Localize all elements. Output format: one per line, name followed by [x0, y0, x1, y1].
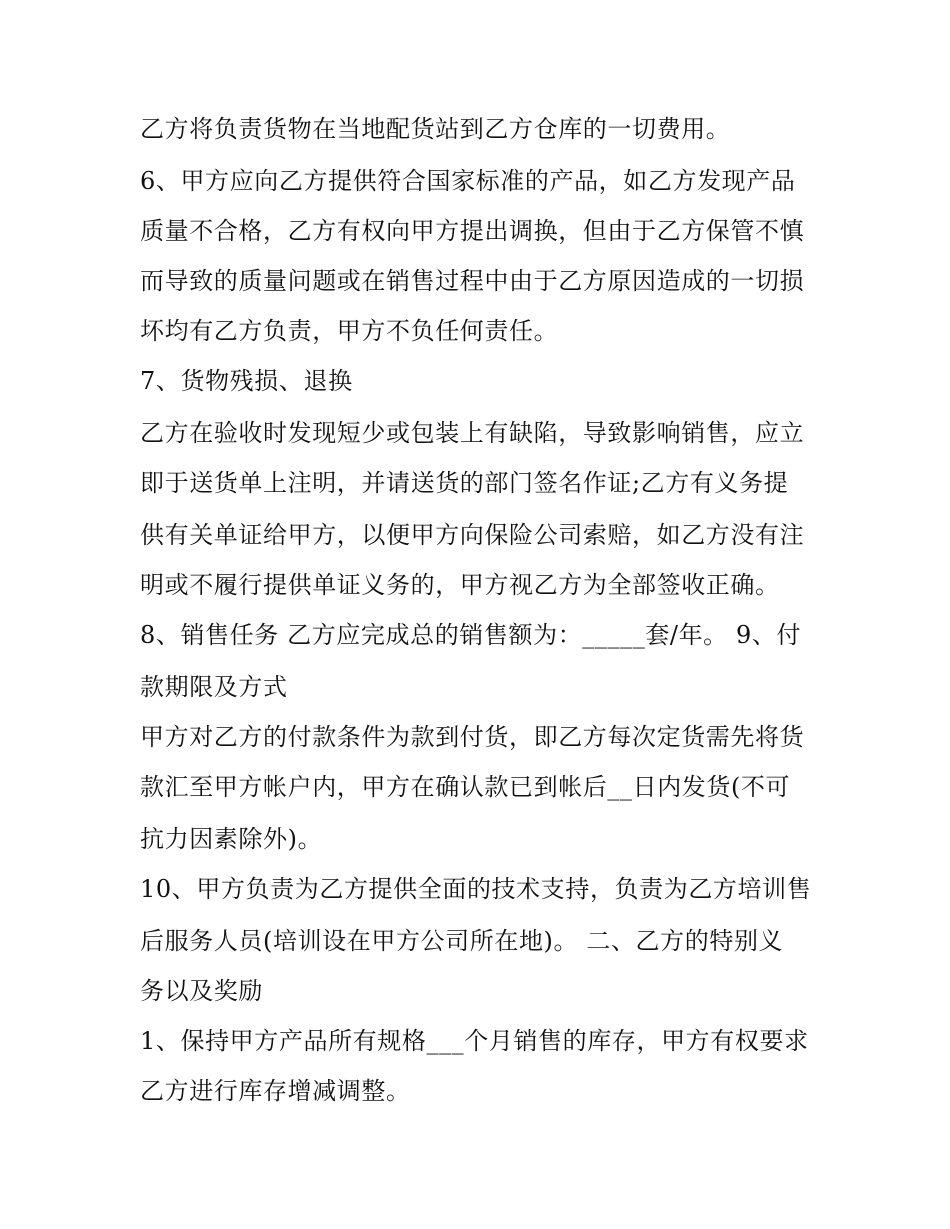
- text-line: 乙方进行库存增减调整。: [140, 1077, 411, 1105]
- text-line: 甲方对乙方的付款条件为款到付货，即乙方每次定货需先将货: [140, 723, 805, 751]
- text-line: 乙方将负责货物在当地配货站到乙方仓库的一切费用。: [140, 115, 731, 143]
- text-line: 明或不履行提供单证义务的，甲方视乙方为全部签收正确。: [140, 571, 780, 599]
- text-line: 质量不合格，乙方有权向甲方提出调换，但由于乙方保管不慎: [140, 217, 805, 245]
- text-line: 务以及奖励: [140, 977, 263, 1005]
- text-line: 款期限及方式: [140, 673, 288, 701]
- section-heading: 7、货物残损、退换: [140, 367, 353, 395]
- text-line: 抗力因素除外)。: [140, 825, 323, 853]
- text-line: 即于送货单上注明，并请送货的部门签名作证;乙方有义务提: [140, 469, 789, 497]
- text-line: 6、甲方应向乙方提供符合国家标准的产品，如乙方发现产品: [140, 167, 796, 195]
- text-line: 1、保持甲方产品所有规格___个月销售的库存，甲方有权要求: [140, 1027, 809, 1055]
- text-line: 供有关单证给甲方，以便甲方向保险公司索赔，如乙方没有注: [140, 521, 805, 549]
- text-line: 8、销售任务 乙方应完成总的销售额为：_____套/年。 9、付: [140, 621, 802, 649]
- text-line: 坏均有乙方负责，甲方不负任何责任。: [140, 317, 559, 345]
- text-line: 后服务人员(培训设在甲方公司所在地)。 二、乙方的特别义: [140, 927, 784, 955]
- text-line: 乙方在验收时发现短少或包装上有缺陷，导致影响销售，应立: [140, 419, 805, 447]
- text-line: 款汇至甲方帐户内，甲方在确认款已到帐后__日内发货(不可: [140, 773, 791, 801]
- text-line: 10、甲方负责为乙方提供全面的技术支持，负责为乙方培训售: [140, 875, 812, 903]
- text-line: 而导致的质量问题或在销售过程中由于乙方原因造成的一切损: [140, 267, 805, 295]
